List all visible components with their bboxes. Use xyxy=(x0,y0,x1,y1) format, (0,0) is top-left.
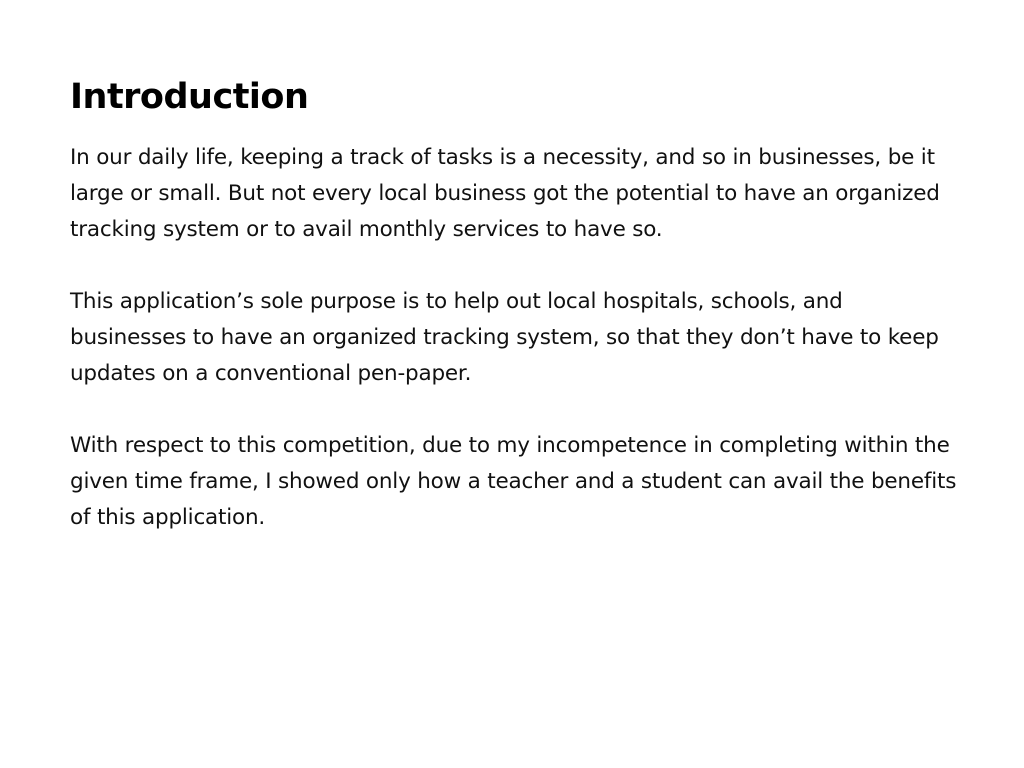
intro-paragraph-1: In our daily life, keeping a track of tasks is a necessity, and so in businesses, be it large or small. But not every local business got the potential to have an organized tracking system or to avail monthly services to have so. xyxy=(70,145,940,242)
intro-paragraph-3: With respect to this competition, due to my incompetence in completing within the given time frame, I showed only how a teacher and a student can avail the benefits of this application. xyxy=(70,433,957,530)
document-page xyxy=(70,76,960,536)
page-title: Introduction xyxy=(70,77,309,117)
document-body xyxy=(70,140,960,536)
intro-paragraph-2: This application’s sole purpose is to help out local hospitals, schools, and businesses to have an organized tracking system, so that they don’t have to keep updates on a conventional pen-paper. xyxy=(70,289,939,386)
